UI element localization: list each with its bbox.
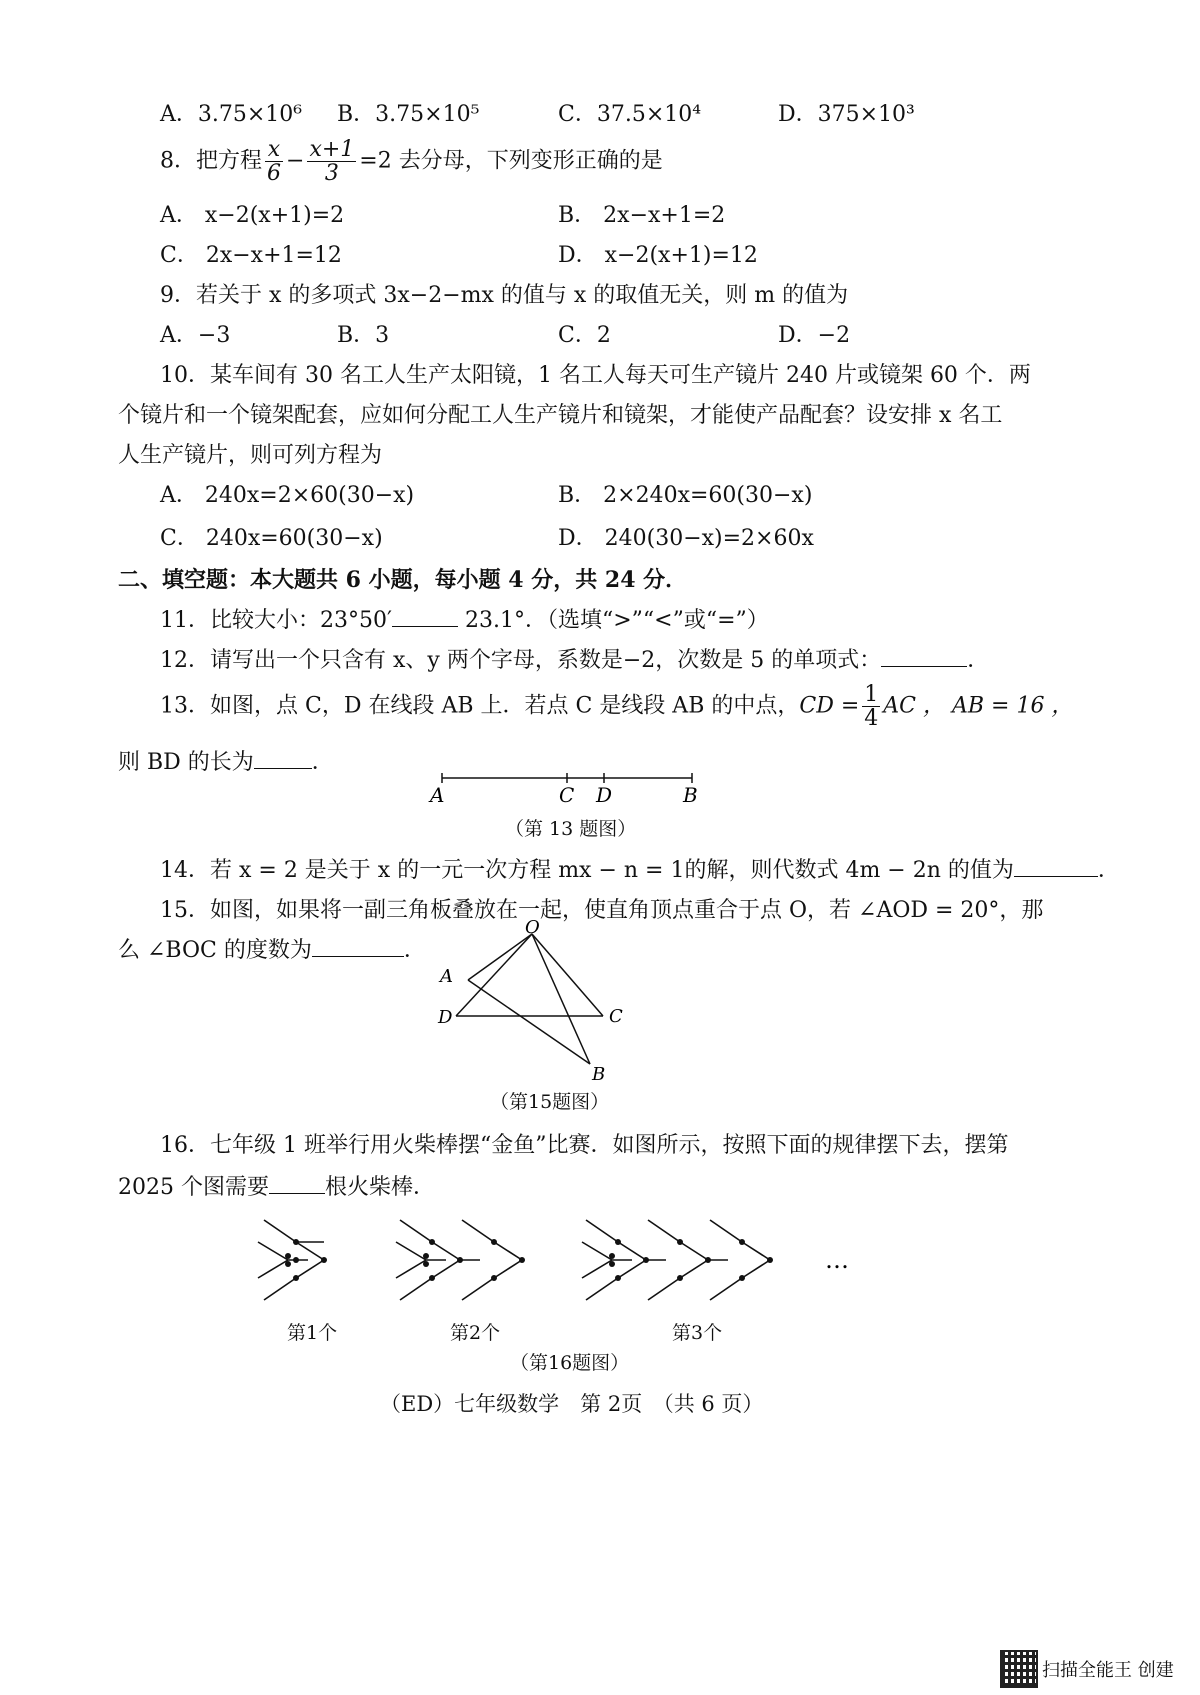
ray-od — [456, 934, 532, 1016]
q13-segment-figure — [420, 768, 720, 808]
ray-oc — [532, 934, 603, 1016]
label-b: B — [683, 783, 698, 807]
q13-line2-post: ． — [311, 750, 334, 775]
q13-pre: 13．如图，点 C，D 在线段 AB 上．若点 C 是线段 AB 的中点， — [160, 693, 800, 719]
label-d: D — [596, 783, 613, 807]
q10-line-2: 个镜片和一个镜架配套，应如何分配工人生产镜片和镜架，才能使产品配套？设安排 x 名工 — [118, 403, 1003, 428]
q7-option-a: A．3.75×10⁶ — [160, 102, 303, 127]
label-c: C — [559, 783, 575, 807]
q13-f-num: 1 — [864, 682, 879, 707]
q10-line-3: 人生产镜片，则可列方程为 — [118, 443, 383, 468]
q8-post: =2 去分母，下列变形正确的是 — [359, 148, 663, 174]
q8-fraction-2 — [307, 138, 356, 185]
q16-line-1: 16．七年级 1 班举行用火柴棒摆“金鱼”比赛．如图所示，按照下面的规律摆下去，摆第 — [160, 1133, 1009, 1158]
q16-goldfish-figure — [240, 1212, 900, 1312]
label-d: D — [438, 1007, 453, 1028]
scanner-watermark: 扫描全能王 创建 — [1042, 1660, 1174, 1681]
q11 — [160, 603, 769, 634]
q11-post: 23.1°．（选填“>”“<”或“=”） — [457, 608, 769, 633]
q14-answer-blank[interactable] — [1014, 856, 1098, 877]
q8-minus: − — [286, 148, 305, 174]
q11-answer-blank[interactable] — [392, 606, 458, 627]
q16-line-2 — [118, 1170, 435, 1201]
q12-answer-blank[interactable] — [881, 646, 967, 667]
q14-pre: 14．若 x = 2 是关于 x 的一元一次方程 mx − n = 1的解，则代数式 4m − 2n 的值为 — [160, 858, 1014, 883]
q8-f1-den: 6 — [267, 161, 281, 187]
q8-option-a: A． x−2(x+1)=2 — [160, 203, 345, 228]
q9-option-d: D．−2 — [778, 323, 851, 348]
q15-line2-post: ． — [403, 938, 426, 963]
goldfish-dots — [285, 1239, 773, 1281]
q12-post: ． — [967, 648, 990, 673]
section-2-heading: 二、填空题：本大题共 6 小题，每小题 4 分，共 24 分． — [118, 567, 688, 593]
q13-answer-blank[interactable] — [254, 748, 312, 769]
q9-option-a: A．−3 — [160, 323, 231, 348]
q15-triangle-figure — [420, 918, 660, 1088]
q13-stem — [160, 683, 1073, 730]
q9-option-b: B．3 — [337, 323, 390, 348]
q13-line2-pre: 则 BD 的长为 — [118, 750, 254, 775]
ray-oa — [468, 934, 532, 980]
q13-mid: AC ， AB = 16 ， — [883, 693, 1074, 719]
q8-f2-num: x+1 — [309, 137, 355, 162]
q7-option-c: C．37.5×10⁴ — [558, 102, 702, 127]
q9-stem: 9．若关于 x 的多项式 3x−2−mx 的值与 x 的取值无关，则 m 的值为 — [160, 283, 849, 308]
q12-pre: 12．请写出一个只含有 x、y 两个字母，系数是−2，次数是 5 的单项式： — [160, 648, 882, 673]
pattern-ellipsis: … — [825, 1246, 849, 1274]
label-a: A — [440, 966, 453, 987]
goldfish-pattern-1 — [258, 1220, 324, 1300]
qr-code-icon — [1000, 1650, 1038, 1688]
label-c: C — [609, 1006, 623, 1027]
q15-answer-blank[interactable] — [312, 936, 404, 957]
q11-pre: 11．比较大小：23°50′ — [160, 608, 392, 633]
goldfish-pattern-3 — [582, 1220, 770, 1300]
q16-label-2: 第2个 — [450, 1322, 501, 1344]
q15-line2-pre: 么 ∠BOC 的度数为 — [118, 938, 312, 963]
q9-option-c: C．2 — [558, 323, 611, 348]
label-a: A — [430, 783, 445, 807]
q12 — [160, 643, 989, 674]
q13-cd: CD = — [799, 693, 860, 719]
q15-line-1: 15．如图，如果将一副三角板叠放在一起，使直角顶点重合于点 O，若 ∠AOD = 20°，那 — [160, 898, 1044, 923]
q10-option-c: C． 240x=60(30−x) — [160, 526, 383, 551]
q10-option-a: A． 240x=2×60(30−x) — [160, 483, 415, 508]
q8-option-d: D． x−2(x+1)=12 — [558, 243, 758, 268]
label-b: B — [592, 1064, 606, 1085]
q13-f-den: 4 — [864, 706, 879, 732]
q16-label-1: 第1个 — [287, 1322, 338, 1344]
q8-option-b: B． 2x−x+1=2 — [558, 203, 726, 228]
q14 — [160, 853, 1120, 884]
q15-caption: （第15题图） — [490, 1091, 610, 1113]
q8-stem — [160, 138, 663, 185]
q16-line2-post: 根火柴棒． — [324, 1175, 435, 1200]
q13-fraction — [862, 683, 880, 730]
q13-caption: （第 13 题图） — [505, 818, 637, 840]
q16-label-3: 第3个 — [672, 1322, 723, 1344]
q15-line-2 — [118, 933, 426, 964]
q16-answer-blank[interactable] — [269, 1173, 325, 1194]
label-o: O — [525, 918, 540, 938]
q8-f1-num: x — [265, 138, 283, 162]
q8-pre: 8．把方程 — [160, 148, 262, 174]
q8-option-c: C． 2x−x+1=12 — [160, 243, 342, 268]
q10-option-b: B． 2×240x=60(30−x) — [558, 483, 813, 508]
q8-f2-den: 3 — [324, 161, 339, 187]
q7-option-b: B．3.75×10⁵ — [337, 102, 480, 127]
q8-fraction-1 — [265, 138, 283, 185]
q14-post: ． — [1097, 858, 1120, 883]
q13-line-2 — [118, 745, 334, 776]
page-footer: （ED）七年级数学 第 2页 （共 6 页） — [380, 1392, 764, 1416]
q7-option-d: D．375×10³ — [778, 102, 915, 127]
q16-caption: （第16题图） — [510, 1352, 630, 1374]
q16-line2-pre: 2025 个图需要 — [118, 1175, 269, 1200]
q10-line-1: 10．某车间有 30 名工人生产太阳镜，1 名工人每天可生产镜片 240 片或镜架 60 个．两 — [160, 363, 1031, 388]
q10-option-d: D． 240(30−x)=2×60x — [558, 526, 814, 551]
